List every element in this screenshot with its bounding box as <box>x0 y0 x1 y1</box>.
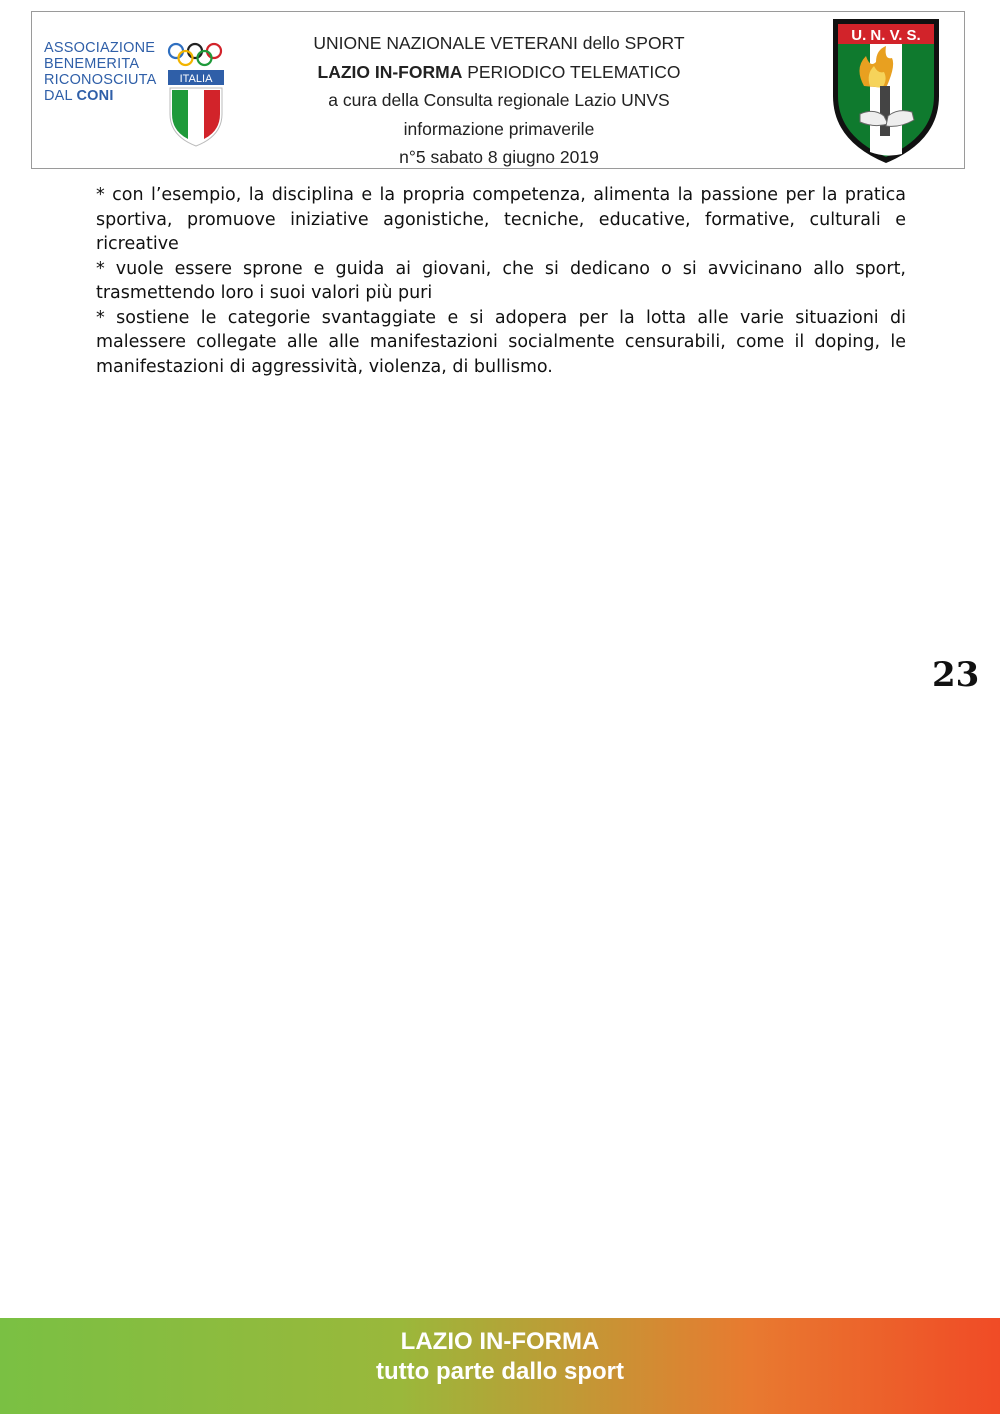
publication-type: PERIODICO TELEMATICO <box>462 61 681 82</box>
coni-line-3: RICONOSCIUTA <box>44 72 157 88</box>
paragraph-3: * sostiene le categorie svantaggiate e si adopera per la lotta alle varie situazioni di malessere collegate alle alle manifestazioni socialmente censurabili, come il doping, le manifestazioni di aggressività, violenza, di bullismo. <box>96 307 906 377</box>
paragraph-2: * vuole essere sprone e guida ai giovani, che si dedicano o si avvicinano allo sport, trasmettendo loro i suoi valori più puri <box>96 258 906 303</box>
footer-banner <box>0 1318 1000 1414</box>
coni-line-1: ASSOCIAZIONE <box>44 40 156 56</box>
publication-name: LAZIO IN-FORMA <box>317 61 463 82</box>
article-body <box>96 183 906 379</box>
page-number: 23 <box>932 655 980 695</box>
coni-line-2: BENEMERITA <box>44 56 140 72</box>
coni-line-4 <box>44 88 179 104</box>
masthead-line-4: informazione primaverile <box>403 118 595 139</box>
masthead-line-2 <box>232 58 766 87</box>
paragraph-1: * con l’esempio, la disciplina e la propria competenza, alimenta la passione per la pratica sportiva, promuove iniziative agonistiche, tecniche, educative, formative, culturali e ricreative <box>96 185 906 254</box>
coni-line-4-prefix: DAL <box>44 88 77 104</box>
coni-line-4-bold: CONI <box>76 88 114 104</box>
coni-logo-text <box>44 40 179 104</box>
masthead-text <box>232 29 766 172</box>
footer-title: LAZIO IN-FORMA <box>400 1328 600 1355</box>
issue-date: n°5 sabato 8 giugno 2019 <box>399 147 599 167</box>
unvs-shield-logo <box>830 16 942 166</box>
masthead <box>31 11 965 169</box>
masthead-line-3: a cura della Consulta regionale Lazio UNVS <box>328 90 670 110</box>
footer-slogan: tutto parte dallo sport <box>376 1358 624 1385</box>
coni-logo <box>44 40 234 150</box>
coni-badge-text: ITALIA <box>179 73 213 85</box>
masthead-line-1: UNIONE NAZIONALE VETERANI dello SPORT <box>313 33 685 53</box>
unvs-logo-text: U. N. V. S. <box>851 27 921 44</box>
coni-emblem-icon <box>166 40 226 150</box>
